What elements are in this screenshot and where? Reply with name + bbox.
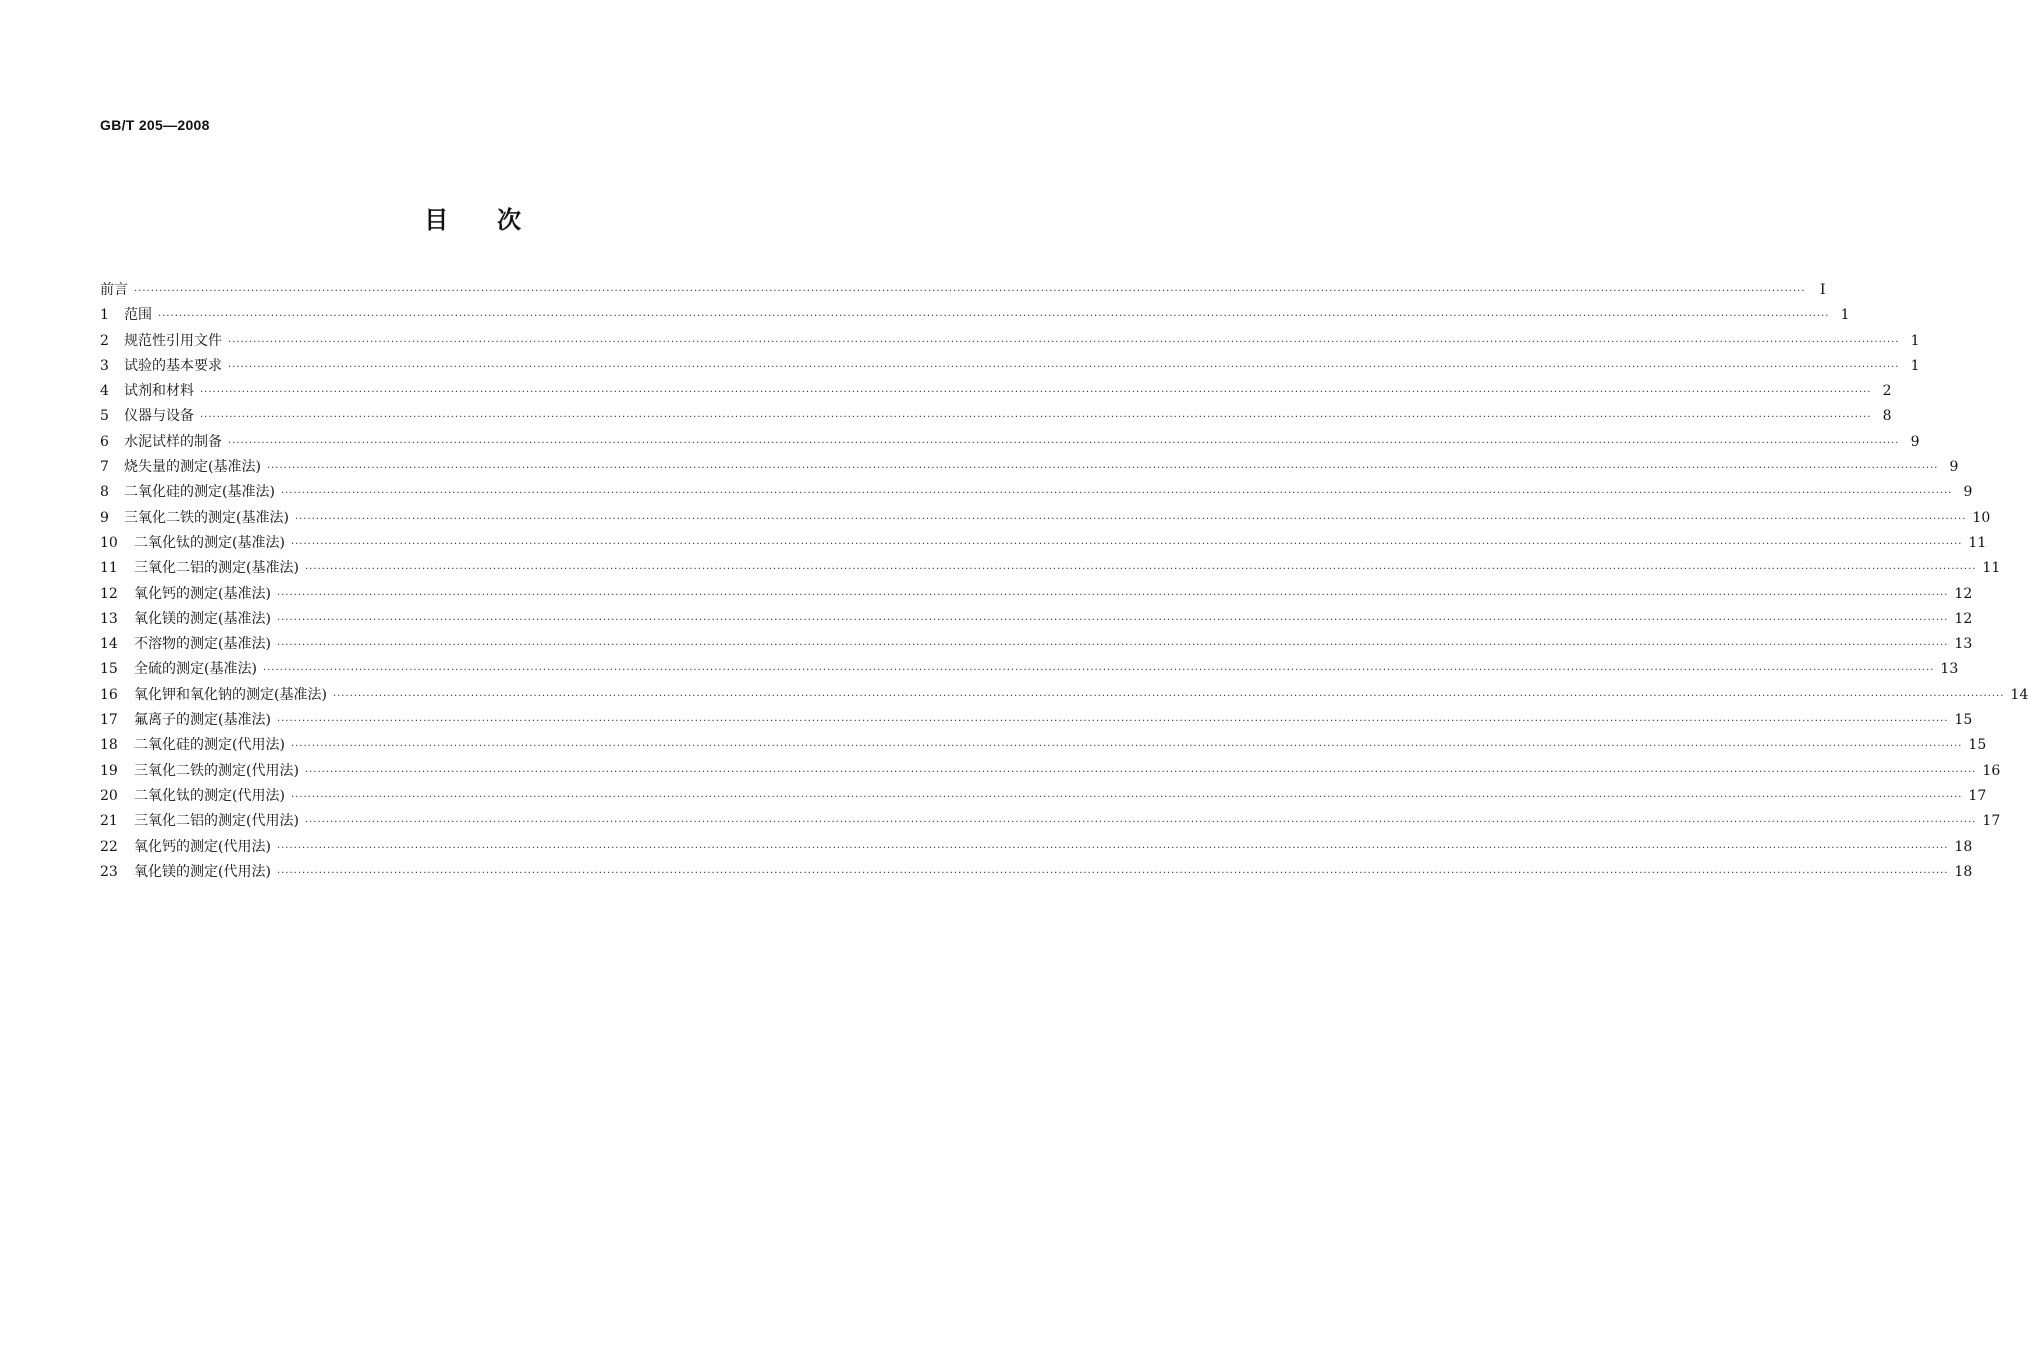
toc-leader-dots: ················································································································································································································································································································································································································ (276, 842, 1949, 854)
toc-entry-number: 21 (100, 813, 118, 830)
toc-leader-dots: ················································································································································································································································································································································································································ (276, 716, 1949, 728)
toc-entry[interactable] (100, 784, 1987, 809)
toc-leader-dots: ················································································································································································································································································································································································································ (134, 286, 1806, 297)
toc-leader-dots: ················································································································································································································································································································································································································ (266, 463, 1939, 475)
toc-entry-title: 水泥试样的制备 (124, 433, 222, 450)
toc-entry-number: 1 (100, 307, 109, 324)
toc-entry-number: 10 (100, 534, 118, 551)
toc-entry-number: 15 (100, 661, 118, 678)
toc-entry-title: 二氧化钛的测定(基准法) (134, 534, 285, 551)
toc-entry[interactable] (100, 683, 2028, 708)
toc-entry-number: 7 (100, 459, 109, 476)
toc-entry-number: 22 (100, 838, 118, 855)
toc-leader-dots: ················································································································································································································································································································································································································ (294, 513, 1967, 525)
toc-leader-dots: ················································································································································································································································································································································································································ (228, 336, 1900, 348)
toc-entry-title: 范围 (124, 307, 152, 324)
toc-leader-dots: ················································································································································································································································································································································································································ (228, 437, 1900, 449)
toc-entry-number: 3 (100, 357, 109, 374)
toc-entry-title: 不溶物的测定(基准法) (134, 636, 271, 653)
toc-entry-page: 14 (2010, 686, 2028, 703)
toc-entry-title: 三氧化二铝的测定(基准法) (134, 560, 299, 577)
toc-entry[interactable] (100, 835, 1973, 860)
toc-entry-number: 19 (100, 762, 118, 779)
toc-entry-title: 二氧化硅的测定(代用法) (134, 737, 285, 754)
toc-leader-dots: ················································································································································································································································································································································································································ (304, 766, 1977, 778)
toc-leader-dots: ················································································································································································································································································································································································································ (276, 867, 1949, 879)
toc-leader-dots: ················································································································································································································································································································································································································ (200, 412, 1872, 424)
toc-entry[interactable] (100, 404, 1892, 429)
toc-entry-page: 18 (1954, 863, 1973, 880)
toc-entry[interactable] (100, 354, 1920, 379)
toc-entry-title: 二氧化硅的测定(基准法) (124, 484, 275, 501)
toc-entry-title: 前言 (100, 282, 128, 298)
toc-leader-dots: ················································································································································································································································································································································································································ (290, 791, 1963, 803)
toc-entry[interactable] (100, 480, 1973, 505)
toc-entry-number: 9 (100, 509, 109, 526)
toc-entry-title: 试验的基本要求 (124, 357, 222, 374)
toc-leader-dots: ················································································································································································································································································································································································································ (304, 564, 1977, 576)
toc-entry-page: 15 (1954, 712, 1973, 729)
toc-entry-page: 17 (1968, 787, 1987, 804)
toc-entry-page: I (1819, 282, 1826, 298)
toc-entry-number: 8 (100, 484, 109, 501)
toc-entry[interactable] (100, 708, 1973, 733)
toc-leader-dots: ················································································································································································································································································································································································································ (290, 741, 1963, 753)
toc-entry-title: 氧化镁的测定(基准法) (134, 610, 271, 627)
toc-entry-title: 二氧化钛的测定(代用法) (134, 787, 285, 804)
toc-leader-dots: ················································································································································································································································································································································································································ (290, 538, 1963, 550)
toc-entry-number: 6 (100, 433, 109, 450)
toc-entry-page: 16 (1982, 762, 2001, 779)
toc-entry-title: 氧化钙的测定(基准法) (134, 585, 271, 602)
toc-entry-number: 12 (100, 585, 118, 602)
toc-leader-dots: ················································································································································································································································································································································································································ (276, 589, 1949, 601)
toc-entry-page: 18 (1954, 838, 1973, 855)
toc-entry-page: 12 (1954, 610, 1973, 627)
toc-entry[interactable] (100, 379, 1892, 404)
toc-entry-page: 2 (1882, 383, 1892, 400)
toc-leader-dots: ················································································································································································································································································································································································································ (228, 361, 1900, 373)
toc-leader-dots: ················································································································································································································································································································································································································ (200, 387, 1872, 399)
toc-entry-number: 23 (100, 863, 118, 880)
toc-entry[interactable] (100, 733, 1987, 758)
toc-entry-page: 13 (1940, 661, 1959, 678)
table-of-contents (100, 278, 2028, 885)
toc-entry[interactable] (100, 759, 2001, 784)
standard-code: GB/T 205—2008 (100, 117, 210, 133)
toc-entry-title: 试剂和材料 (124, 383, 194, 400)
toc-entry-number: 18 (100, 737, 118, 754)
toc-entry[interactable] (100, 506, 1991, 531)
toc-entry-title: 三氧化二铁的测定(代用法) (134, 762, 299, 779)
toc-entry-page: 11 (1982, 560, 2001, 577)
toc-entry-title: 氟离子的测定(基准法) (134, 712, 271, 729)
toc-title-char-1: 目 (424, 205, 453, 234)
toc-entry[interactable] (100, 531, 1987, 556)
toc-entry-page: 11 (1968, 534, 1987, 551)
toc-entry-number: 2 (100, 332, 109, 349)
toc-entry-page: 10 (1972, 509, 1991, 526)
toc-leader-dots: ················································································································································································································································································································································································································ (332, 690, 2005, 702)
toc-entry-page: 9 (1963, 484, 1973, 501)
toc-entry-page: 13 (1954, 636, 1973, 653)
toc-title (0, 200, 950, 235)
toc-entry-page: 15 (1968, 737, 1987, 754)
toc-leader-dots: ················································································································································································································································································································································································································ (280, 488, 1953, 500)
toc-entry-title: 仪器与设备 (124, 408, 194, 425)
toc-entry-page: 1 (1910, 332, 1920, 349)
toc-entry-number: 14 (100, 636, 118, 653)
toc-entry-title: 三氧化二铝的测定(代用法) (134, 813, 299, 830)
toc-entry-title: 氧化钾和氧化钠的测定(基准法) (134, 686, 327, 703)
toc-leader-dots: ················································································································································································································································································································································································································ (276, 640, 1949, 652)
toc-entry-page: 8 (1882, 408, 1892, 425)
toc-entry-page: 17 (1982, 813, 2001, 830)
toc-leader-dots: ················································································································································································································································································································································································································ (158, 311, 1830, 323)
toc-entry-number: 4 (100, 383, 109, 400)
toc-entry-title: 氧化镁的测定(代用法) (134, 863, 271, 880)
toc-entry[interactable] (100, 430, 1920, 455)
toc-entry-page: 12 (1954, 585, 1973, 602)
toc-entry-page: 9 (1949, 459, 1959, 476)
toc-leader-dots: ················································································································································································································································································································································································································ (262, 665, 1935, 677)
toc-entry[interactable] (100, 582, 1973, 607)
toc-entry-number: 17 (100, 712, 118, 729)
toc-entry-title: 全硫的测定(基准法) (134, 661, 257, 678)
toc-entry[interactable] (100, 860, 1973, 885)
toc-title-char-2: 次 (497, 205, 526, 234)
toc-entry[interactable] (100, 632, 1973, 657)
toc-entry-title: 三氧化二铁的测定(基准法) (124, 509, 289, 526)
toc-entry-page: 1 (1840, 307, 1850, 324)
toc-entry[interactable] (100, 809, 2001, 834)
toc-entry[interactable] (100, 278, 1826, 303)
toc-entry-title: 氧化钙的测定(代用法) (134, 838, 271, 855)
toc-leader-dots: ················································································································································································································································································································································································································ (276, 614, 1949, 626)
toc-entry-title: 规范性引用文件 (124, 332, 222, 349)
toc-entry[interactable] (100, 329, 1920, 354)
toc-entry-number: 5 (100, 408, 109, 425)
toc-entry[interactable] (100, 556, 2001, 581)
toc-entry[interactable] (100, 607, 1973, 632)
toc-entry-page: 1 (1910, 357, 1920, 374)
toc-entry[interactable] (100, 657, 1959, 682)
toc-entry-number: 13 (100, 610, 118, 627)
toc-entry-number: 16 (100, 686, 118, 703)
toc-entry[interactable] (100, 303, 1850, 328)
toc-leader-dots: ················································································································································································································································································································································································································ (304, 817, 1977, 829)
toc-entry-number: 20 (100, 787, 118, 804)
toc-entry-title: 烧失量的测定(基准法) (124, 459, 261, 476)
toc-entry-page: 9 (1910, 433, 1920, 450)
toc-entry[interactable] (100, 455, 1959, 480)
toc-entry-number: 11 (100, 560, 118, 577)
